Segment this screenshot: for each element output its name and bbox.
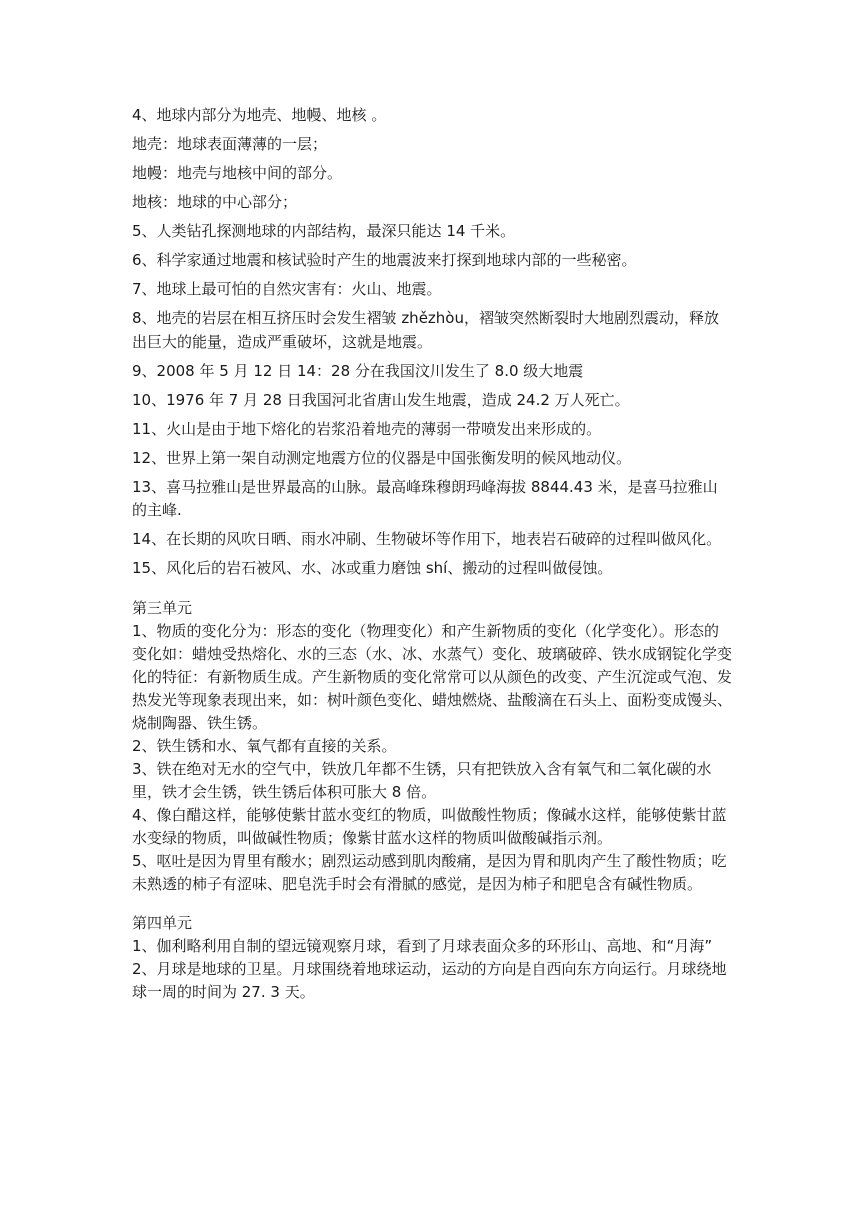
paragraph: 15、风化后的岩石被风、水、冰或重力磨蚀 shí、搬动的过程叫做侵蚀。 [132,559,613,577]
paragraph: 1、物质的变化分为：形态的变化（物理变化）和产生新物质的变化（化学变化）。形态的变化如：蜡烛受热熔化、水的三态（水、冰、水蒸气）变化、玻璃破碎、铁水成钢锭化学变化的特征：有新物质生成。产生新物质的变化常常可以从颜色的改变、产生沉淀或气泡、发热发光等现象表现出来，如：树叶颜色变化、蜡烛燃烧、盐酸滴在石头上、面粉变成馒头、烧制陶器、铁生锈。 [132,621,733,732]
paragraph: 1、伽利略利用自制的望远镜观察月球，看到了月球表面众多的环形山、高地、和“月海” [132,936,713,955]
paragraph: 5、呕吐是因为胃里有酸水；剧烈运动感到肌肉酸痛，是因为胃和肌肉产生了酸性物质；吃未熟透的柿子有涩味、肥皂洗手时会有滑腻的感觉，是因为柿子和肥皂含有碱性物质。 [132,851,727,893]
paragraph: 地核：地球的中心部分； [132,193,298,211]
paragraph: 2、月球是地球的卫星。月球围绕着地球运动，运动的方向是自西向东方向运行。月球绕地球一周的时间为 27. 3 天。 [132,959,727,1001]
paragraph: 地幔：地壳与地核中间的部分。 [132,164,343,182]
paragraph: 14、在长期的风吹日晒、雨水冲刷、生物破坏等作用下，地表岩石破碎的过程叫做风化。 [132,530,722,548]
paragraph: 11、火山是由于地下熔化的岩浆沿着地壳的薄弱一带喷发出来形成的。 [132,419,602,438]
paragraph: 2、铁生锈和水、氧气都有直接的关系。 [132,736,397,755]
paragraph: 6、科学家通过地震和核试验时产生的地震波来打探到地球内部的一些秘密。 [132,251,637,269]
paragraph: 10、1976 年 7 月 28 日我国河北省唐山发生地震，造成 24.2 万人死亡。 [132,390,630,409]
paragraph: 7、地球上最可怕的自然灾害有：火山、地震。 [132,280,442,298]
paragraph: 9、2008 年 5 月 12 日 14：28 分在我国汶川发生了 8.0 级大地震 [132,361,584,380]
paragraph: 5、人类钻孔探测地球的内部结构，最深只能达 14 千米。 [132,222,516,240]
paragraph: 12、世界上第一架自动测定地震方位的仪器是中国张衡发明的候风地动仪。 [132,448,632,467]
paragraph: 8、地壳的岩层在相互挤压时会发生褶皱 zhězhòu，褶皱突然断裂时大地剧烈震动，释放出巨大的能量，造成严重破坏，这就是地震。 [132,309,719,351]
paragraph: 13、喜马拉雅山是世界最高的山脉。最高峰珠穆朗玛峰海拔 8844.43 米，是喜马拉雅山的主峰. [132,477,718,519]
section-earth-structure [132,104,732,581]
paragraph: 4、像白醋这样，能够使紫甘蓝水变红的物质，叫做酸性物质；像碱水这样，能够使紫甘蓝水变绿的物质，叫做碱性物质；像紫甘蓝水这样的物质叫做酸碱指示剂。 [132,805,727,847]
paragraph: 地壳：地球表面薄薄的一层； [132,135,328,153]
paragraph: 4、地球内部分为地壳、地幔、地核 。 [132,106,387,124]
paragraph: 3、铁在绝对无水的空气中，铁放几年都不生锈，只有把铁放入含有氧气和二氧化碳的水里，铁才会生锈，铁生锈后体积可胀大 8 倍。 [132,759,712,801]
section-unit-3 [132,597,732,896]
section-unit-4 [132,912,732,1004]
section-heading: 第四单元 [132,913,193,932]
document-body [132,104,732,1004]
section-heading: 第三单元 [132,598,193,617]
